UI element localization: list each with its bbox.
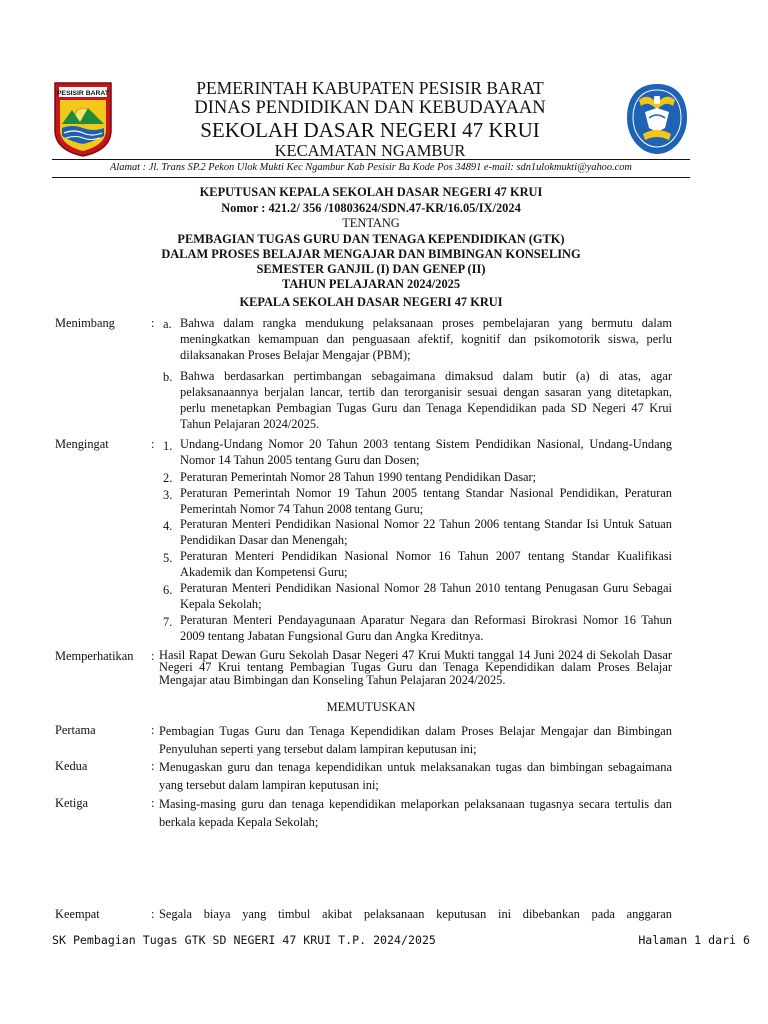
decision-text: Segala biaya yang timbul akibat pelaksanaan keputusan ini dibebankan pada anggaran bbox=[159, 907, 672, 921]
memperhatikan-text: Hasil Rapat Dewan Guru Sekolah Dasar Negeri 47 Krui Mukti tanggal 14 Juni 2024 di Sekolah Dasar Negeri 47 Krui tentang Pembagian Tugas Guru dan Tenaga Kependidikan dalam Proses Belajar Mengajar atau Bimbingan dan Konseling Tahun Pelajaran 2024/2025. bbox=[159, 648, 672, 687]
memutuskan-heading: MEMUTUSKAN bbox=[326, 700, 416, 714]
decision-label: Ketiga bbox=[55, 796, 89, 810]
decree-subject-line: DALAM PROSES BELAJAR MENGAJAR DAN BIMBINGAN KONSELING bbox=[161, 247, 581, 261]
decree-issuer: KEPALA SEKOLAH DASAR NEGERI 47 KRUI bbox=[239, 295, 503, 309]
decision-colon: : bbox=[151, 759, 155, 773]
decision-colon: : bbox=[151, 796, 155, 810]
decision-text: Menugaskan guru dan tenaga kependidikan untuk melaksanakan tugas dan bimbingan sebagaimana yang tersebut dalam lampiran keputusan ini; bbox=[159, 760, 672, 792]
mengingat-item: Peraturan Menteri Pendidikan Nasional Nomor 16 Tahun 2007 tentang Standar Kualifikasi Akademik dan Kompetensi Guru; bbox=[180, 549, 672, 579]
list-marker: b. bbox=[163, 370, 173, 384]
menimbang-colon: : bbox=[151, 316, 155, 330]
decree-title: KEPUTUSAN KEPALA SEKOLAH DASAR NEGERI 47 KRUI bbox=[199, 185, 543, 199]
list-marker: 6. bbox=[163, 583, 173, 597]
pesisir-barat-logo bbox=[52, 80, 114, 158]
logo-left-text: PESISIR BARAT bbox=[57, 90, 109, 97]
letterhead-government: PEMERINTAH KABUPATEN PESISIR BARAT bbox=[196, 78, 544, 98]
letterhead-address: Alamat : Jl. Trans SP.2 Pekon Ulok Mukti Kec Ngambur Kab Pesisir Ba Kode Pos 34891 e-mail: sdn1ulokmukti@yahoo.com bbox=[110, 162, 632, 173]
list-marker: a. bbox=[163, 317, 172, 331]
memperhatikan-label: Memperhatikan bbox=[55, 649, 134, 663]
decision-text: Masing-masing guru dan tenaga kependidikan melaporkan pelaksanaan tugasnya secara tertulis dan berkala kepada Kepala Sekolah; bbox=[159, 797, 672, 829]
decision-colon: : bbox=[151, 907, 155, 921]
decision-colon: : bbox=[151, 723, 155, 737]
list-marker: 2. bbox=[163, 471, 173, 485]
decree-about: TENTANG bbox=[342, 216, 400, 230]
letterhead-rule-bottom bbox=[52, 177, 690, 178]
list-marker: 4. bbox=[163, 519, 173, 533]
mengingat-label: Mengingat bbox=[55, 437, 109, 451]
memperhatikan-colon: : bbox=[151, 649, 155, 663]
menimbang-item: Bahwa dalam rangka mendukung pelaksanaan proses pembelajaran yang bermutu dalam meningkatkan kemampuan dan penguasaan afektif, kognitif dan psikomotorik siswa, perlu dilaksanakan Proses Belajar Mengajar (PBM); bbox=[180, 316, 672, 362]
footer-document-title: SK Pembagian Tugas GTK SD NEGERI 47 KRUI T.P. 2024/2025 bbox=[52, 933, 436, 947]
decree-subject-line: TAHUN PELAJARAN 2024/2025 bbox=[281, 277, 461, 291]
letterhead-department: DINAS PENDIDIKAN DAN KEBUDAYAAN bbox=[194, 98, 546, 118]
letterhead-rule-top bbox=[52, 159, 690, 160]
decision-label: Keempat bbox=[55, 907, 100, 921]
list-marker: 7. bbox=[163, 615, 173, 629]
mengingat-item: Peraturan Menteri Pendidikan Nasional Nomor 22 Tahun 2006 tentang Standar Isi Untuk Satuan Pendidikan Dasar dan Menengah; bbox=[180, 517, 672, 547]
letterhead-school-name: SEKOLAH DASAR NEGERI 47 KRUI bbox=[200, 118, 540, 142]
decree-number: Nomor : 421.2/ 356 /10803624/SDN.47-KR/16.05/IX/2024 bbox=[221, 201, 521, 215]
decree-subject-line: PEMBAGIAN TUGAS GURU DAN TENAGA KEPENDIDIKAN (GTK) bbox=[177, 232, 565, 246]
mengingat-item: Undang-Undang Nomor 20 Tahun 2003 tentang Sistem Pendidikan Nasional, Undang-Undang Nomor 14 Tahun 2005 tentang Guru dan Dosen; bbox=[180, 437, 672, 467]
letterhead-district: KECAMATAN NGAMBUR bbox=[274, 141, 466, 160]
decision-label: Pertama bbox=[55, 723, 96, 737]
menimbang-label: Menimbang bbox=[55, 316, 115, 330]
tut-wuri-handayani-logo bbox=[625, 82, 689, 156]
list-marker: 3. bbox=[163, 488, 173, 502]
decree-subject-line: SEMESTER GANJIL (I) DAN GENEP (II) bbox=[256, 262, 486, 276]
mengingat-item: Peraturan Menteri Pendayagunaan Aparatur Negara dan Reformasi Birokrasi Nomor 16 Tahun 2009 tentang Jabatan Fungsional Guru dan Angka Kreditnya. bbox=[180, 613, 672, 643]
list-marker: 1. bbox=[163, 439, 173, 453]
list-marker: 5. bbox=[163, 551, 173, 565]
mengingat-item: Peraturan Menteri Pendidikan Nasional Nomor 28 Tahun 2010 tentang Penugasan Guru Sebagai Kepala Sekolah; bbox=[180, 581, 672, 611]
mengingat-item: Peraturan Pemerintah Nomor 28 Tahun 1990 tentang Pendidikan Dasar; bbox=[180, 470, 537, 484]
menimbang-item: Bahwa berdasarkan pertimbangan sebagaimana dimaksud dalam butir (a) di atas, agar pelaksanaannya berjalan lancar, tertib dan terorganisir sesuai dengan sasaran yang ditetapkan, perlu menetapkan Pembagian Tugas Guru dan Tenaga Kependidikan pada SD Negeri 47 Krui Tahun Pelajaran 2024/2025. bbox=[180, 369, 672, 431]
decision-label: Kedua bbox=[55, 759, 88, 773]
footer-page-number: Halaman 1 dari 6 bbox=[638, 933, 750, 947]
mengingat-item: Peraturan Pemerintah Nomor 19 Tahun 2005 tentang Standar Nasional Pendidikan, Peraturan Pemerintah Nomor 74 Tahun 2008 tentang Guru; bbox=[180, 486, 672, 516]
mengingat-colon: : bbox=[151, 437, 155, 451]
decision-text: Pembagian Tugas Guru dan Tenaga Kependidikan dalam Proses Belajar Mengajar dan Bimbingan Penyuluhan seperti yang tersebut dalam lampiran keputusan ini; bbox=[159, 724, 672, 756]
